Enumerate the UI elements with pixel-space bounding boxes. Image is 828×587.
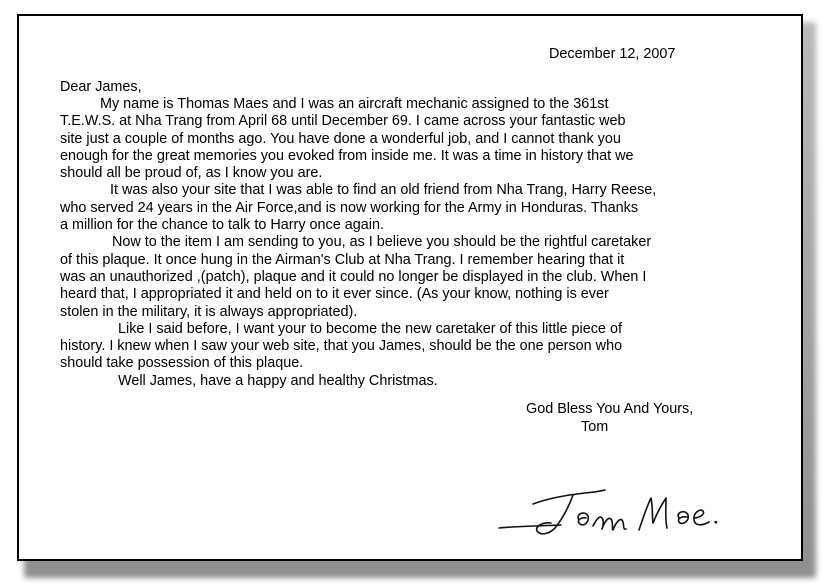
paragraph-line: Now to the item I am sending to you, as I believe you should be the rightful caretaker	[112, 234, 652, 251]
paragraph-1	[60, 96, 740, 182]
paragraph-3	[60, 234, 740, 320]
paragraph-line: Well James, have a happy and healthy Christmas.	[118, 372, 438, 389]
paragraph-line: It was also your site that I was able to find an old friend from Nha Trang, Harry Reese,	[110, 182, 657, 199]
letter-date: December 12, 2007	[549, 46, 676, 62]
closing-line: God Bless You And Yours,	[526, 401, 694, 417]
paragraph-line: site just a couple of months ago. You have done a wonderful job, and I cannot thank you	[60, 130, 621, 147]
paragraph-5	[60, 373, 740, 390]
paragraph-line: a million for the chance to talk to Harry once again.	[60, 217, 384, 234]
paragraph-line: Like I said before, I want your to become the new caretaker of this little piece of	[118, 320, 622, 337]
letter-sheet	[17, 14, 803, 561]
letter-body	[60, 96, 740, 390]
paragraph-line: was an unauthorized ,(patch), plaque and it could no longer be displayed in the club. When I	[60, 268, 647, 285]
salutation: Dear James,	[60, 79, 142, 95]
paragraph-line: My name is Thomas Maes and I was an aircraft mechanic assigned to the 361st	[100, 96, 609, 112]
paragraph-line: heard that, I appropriated it and held on to it ever since. (As your know, nothing is ever	[60, 286, 609, 303]
paragraph-line: history. I knew when I saw your web site, that you James, should be the one person who	[60, 338, 623, 355]
paragraph-4	[60, 321, 740, 373]
signer-name: Tom	[581, 419, 609, 435]
paragraph-2	[60, 182, 740, 234]
paragraph-line: of this plaque. It once hung in the Airman's Club at Nha Trang. I remember hearing that it	[60, 251, 625, 268]
paragraph-line: T.E.W.S. at Nha Trang from April 68 until December 69. I came across your fantastic web	[60, 113, 626, 130]
paragraph-line: should all be proud of, as I know you are.	[60, 165, 323, 182]
handwritten-signature	[489, 468, 779, 548]
paragraph-line: who served 24 years in the Air Force,and is now working for the Army in Honduras. Thanks	[60, 199, 639, 216]
paragraph-line: should take possession of this plaque.	[60, 355, 304, 372]
paragraph-line: stolen in the military, it is always appropriated).	[60, 303, 358, 320]
paragraph-line: enough for the great memories you evoked from inside me. It was a time in history that we	[60, 147, 634, 164]
